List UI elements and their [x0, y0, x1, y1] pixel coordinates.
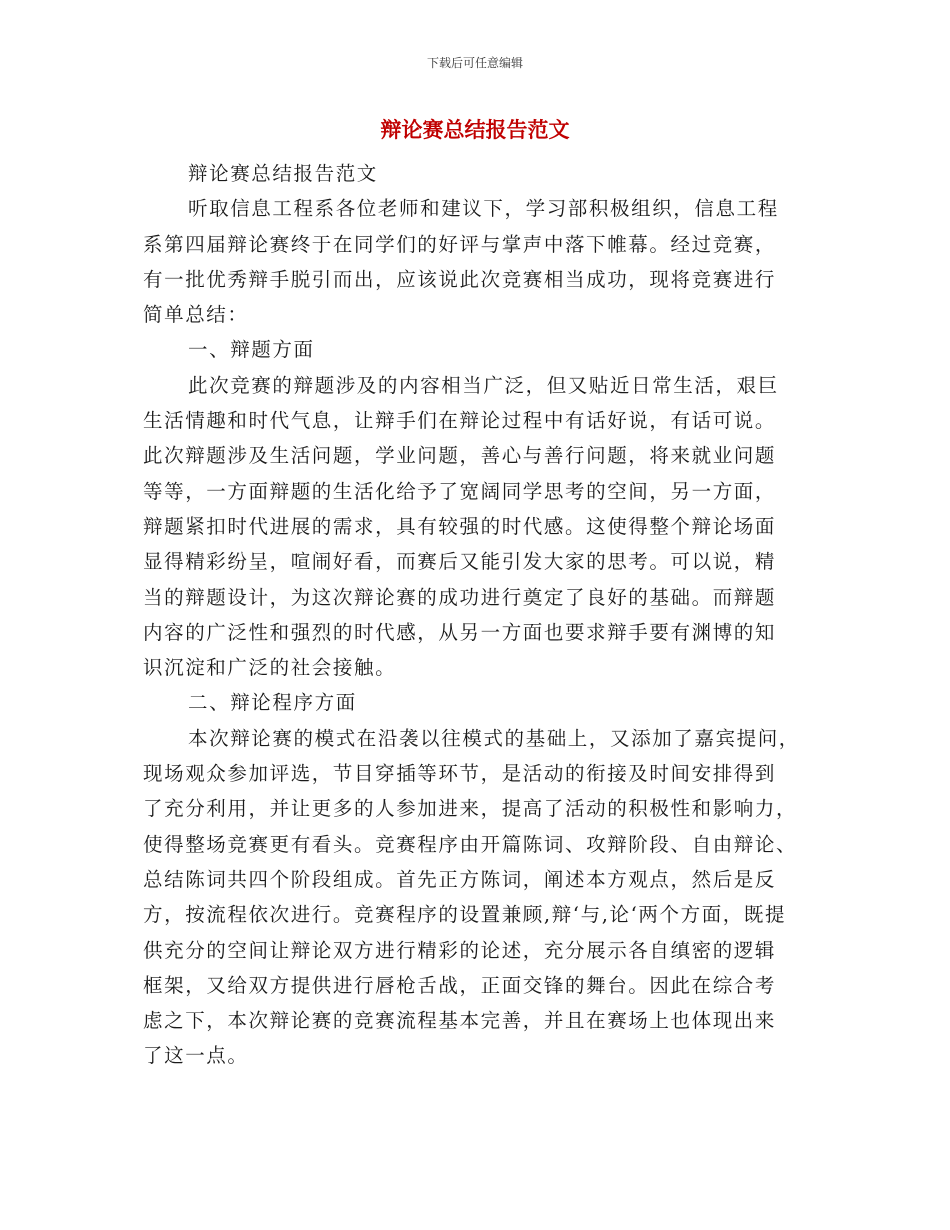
text-line: 了充分利用，并让更多的人参加进来，提高了活动的积极性和影响力，	[143, 797, 798, 821]
text-line: 识沉淀和广泛的社会接触。	[143, 656, 397, 680]
text-line: 有一批优秀辩手脱引而出，应该说此次竞赛相当成功，现将竞赛进行	[143, 267, 777, 291]
text-line: 总结陈词共四个阶段组成。首先正方陈词，阐述本方观点，然后是反	[143, 867, 777, 891]
text-line: 系第四届辩论赛终于在同学们的好评与掌声中落下帷幕。经过竞赛，	[143, 232, 777, 256]
text-line: 方，按流程依次进行。竞赛程序的设置兼顾,辩‘与,论‘两个方面，既提	[143, 903, 787, 927]
text-line: 辩题紧扣时代进展的需求，具有较强的时代感。这使得整个辩论场面	[143, 514, 777, 538]
text-line: 本次辩论赛的模式在沿袭以往模式的基础上，又添加了嘉宾提问，	[188, 726, 800, 750]
text-line: 使得整场竞赛更有看头。竞赛程序由开篇陈词、攻辩阶段、自由辩论、	[143, 832, 798, 856]
text-line: 听取信息工程系各位老师和建议下，学习部积极组织，信息工程	[188, 197, 779, 221]
text-line: 框架，又给双方提供进行唇枪舌战，正面交锋的舞台。因此在综合考	[143, 973, 777, 997]
text-line: 等等，一方面辩题的生活化给予了宽阔同学思考的空间，另一方面，	[143, 479, 777, 503]
text-line: 显得精彩纷呈，喧闹好看，而赛后又能引发大家的思考。可以说，精	[143, 550, 777, 574]
text-line: 生活情趣和时代气息，让辩手们在辩论过程中有话好说，有话可说。	[143, 409, 777, 433]
text-line: 此次辩题涉及生活问题，学业问题，善心与善行问题，将来就业问题	[143, 444, 777, 468]
text-line: 内容的广泛性和强烈的时代感，从另一方面也要求辩手要有渊博的知	[143, 620, 777, 644]
document-title: 辩论赛总结报告范文	[380, 118, 570, 142]
text-line: 二、辩论程序方面	[188, 691, 357, 715]
text-line: 一、辩题方面	[188, 338, 315, 362]
document-body	[143, 156, 803, 1074]
text-line: 了这一点。	[143, 1044, 249, 1068]
text-line: 现场观众参加评选，节目穿插等环节，是活动的衔接及时间安排得到	[143, 762, 777, 786]
text-line: 虑之下，本次辩论赛的竞赛流程基本完善，并且在赛场上也体现出来	[143, 1009, 777, 1033]
text-line: 供充分的空间让辩论双方进行精彩的论述，充分展示各自缜密的逻辑	[143, 938, 777, 962]
text-line: 此次竞赛的辩题涉及的内容相当广泛，但又贴近日常生活，艰巨	[188, 373, 779, 397]
text-line: 简单总结：	[143, 303, 249, 327]
text-line: 辩论赛总结报告范文	[188, 162, 378, 185]
text-line: 当的辩题设计，为这次辩论赛的成功进行奠定了良好的基础。而辩题	[143, 585, 777, 609]
page-header: 下载后可任意编辑	[426, 56, 523, 70]
